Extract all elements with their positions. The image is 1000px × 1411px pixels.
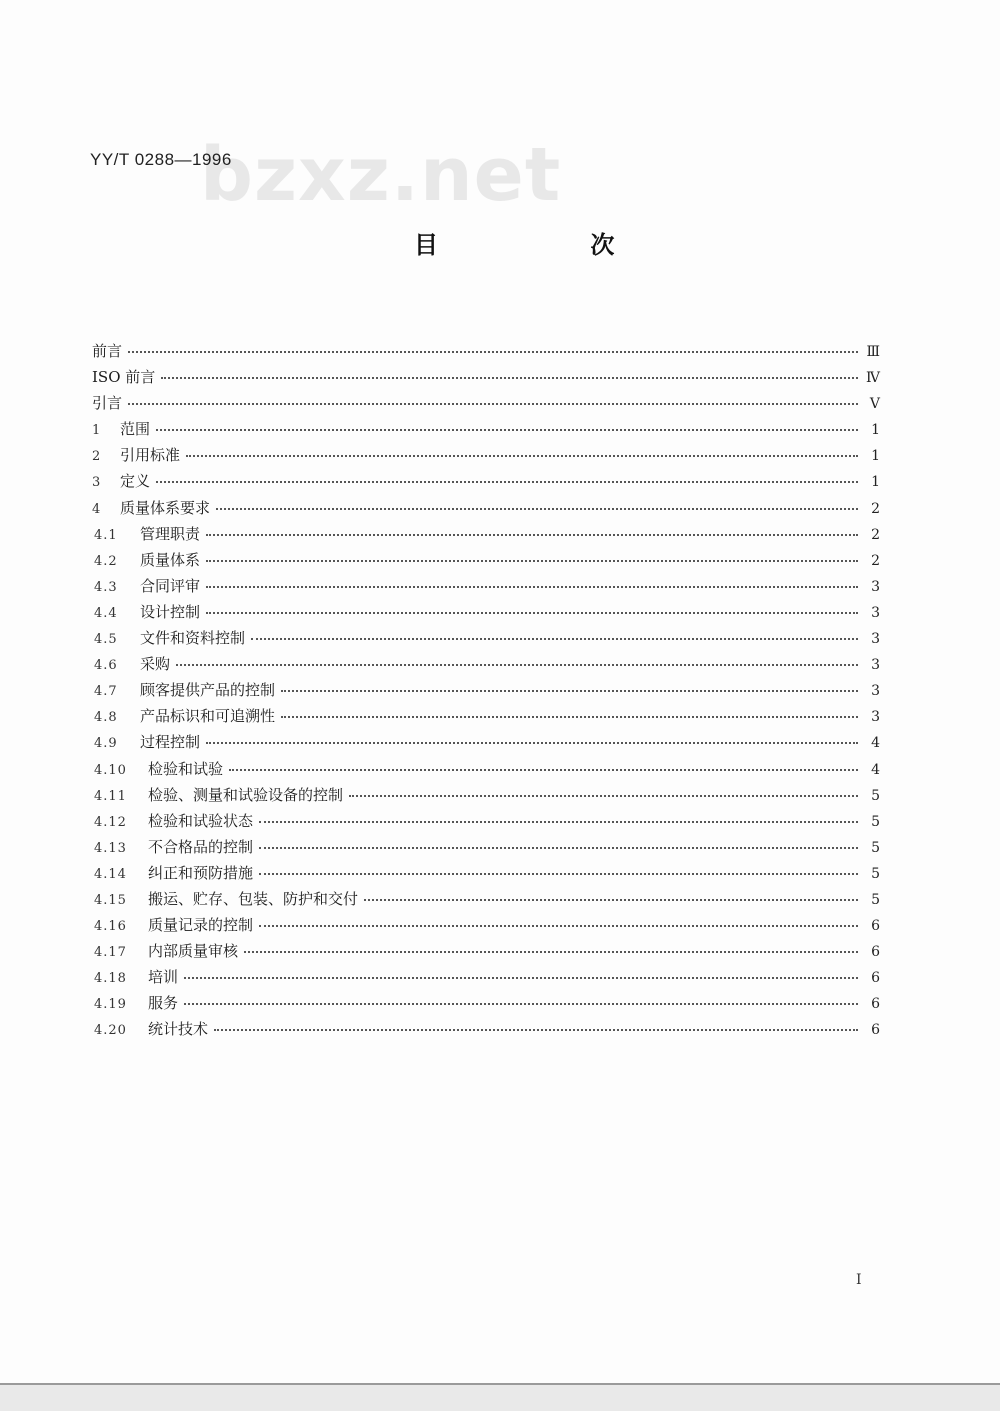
leader-dots (161, 376, 858, 379)
leader-dots (216, 507, 858, 510)
toc-entry-number: 4.19 (94, 997, 127, 1013)
toc-entry-label: 过程控制 (140, 733, 201, 752)
leader-dots (206, 559, 858, 562)
toc-entry-number: 4.12 (94, 814, 127, 830)
leader-dots (184, 976, 858, 979)
leader-dots (206, 533, 858, 536)
leader-dots (281, 689, 858, 692)
leader-dots (186, 454, 858, 457)
toc-entry-number: 4.4 (94, 605, 118, 621)
toc-entry-page: 2 (871, 552, 880, 569)
toc-entry-number: 4.14 (94, 866, 127, 882)
toc-entry-number: 4 (92, 501, 102, 517)
toc-entry-page: 5 (871, 865, 880, 882)
leader-dots (156, 480, 858, 483)
leader-dots (128, 350, 858, 353)
toc-entry-label: 培训 (148, 968, 179, 987)
toc-entry[interactable] (92, 731, 880, 757)
toc-entry-number: 4.2 (94, 553, 118, 569)
leader-dots (206, 741, 858, 744)
toc-entry[interactable] (92, 392, 880, 418)
toc-entry[interactable] (92, 627, 880, 653)
toc-entry-label: 服务 (148, 994, 179, 1013)
toc-entry-page: 1 (871, 448, 880, 465)
toc-entry-label: 顾客提供产品的控制 (140, 681, 276, 700)
leader-dots (206, 611, 858, 614)
toc-entry-page: 5 (871, 891, 880, 908)
toc-entry[interactable] (92, 966, 880, 992)
toc-entry[interactable] (92, 601, 880, 627)
toc-entry[interactable] (92, 340, 880, 366)
toc-entry[interactable] (92, 679, 880, 705)
toc-title: 目 次 (414, 231, 687, 259)
toc-entry-label: 范围 (120, 420, 151, 439)
toc-entry-page: 3 (871, 604, 880, 621)
toc-entry-page: 1 (871, 474, 880, 491)
toc-entry-label: 检验、测量和试验设备的控制 (148, 785, 344, 804)
toc-entry[interactable] (92, 888, 880, 914)
toc-entry[interactable] (92, 1018, 880, 1044)
toc-entry-label: 内部质量审核 (148, 942, 239, 961)
leader-dots (349, 794, 858, 797)
leader-dots (176, 663, 858, 666)
standard-code: YY/T 0288—1996 (90, 150, 232, 169)
toc-entry[interactable] (92, 418, 880, 444)
toc-entry-label: 检验和试验状态 (148, 811, 254, 830)
page-number: I (856, 1272, 862, 1288)
toc-entry-number: 4.7 (94, 684, 118, 700)
toc-entry-number: 2 (92, 449, 102, 465)
toc-entry-page: 1 (871, 422, 880, 439)
toc-entry[interactable] (92, 940, 880, 966)
toc-entry-page: 2 (871, 500, 880, 517)
toc-entry[interactable] (92, 810, 880, 836)
toc-entry-page: 5 (871, 787, 880, 804)
toc-entry-page: 6 (871, 918, 880, 935)
toc-entry-label: 质量记录的控制 (148, 916, 254, 935)
toc-entry-page: Ⅲ (866, 344, 880, 360)
toc-entry[interactable] (92, 992, 880, 1018)
toc-entry-label: 前言 (92, 342, 123, 360)
toc-entry[interactable] (92, 497, 880, 523)
toc-entry-label: 纠正和预防措施 (148, 863, 254, 882)
toc-entry[interactable] (92, 836, 880, 862)
leader-dots (128, 402, 858, 405)
leader-dots (206, 585, 858, 588)
leader-dots (259, 872, 858, 875)
toc-entry-page: 3 (871, 631, 880, 648)
toc-entry-number: 4.13 (94, 840, 127, 856)
toc-entry-page: 3 (871, 657, 880, 674)
toc-entry-label: 搬运、贮存、包装、防护和交付 (148, 889, 359, 908)
toc-entry[interactable] (92, 366, 880, 392)
toc-entry-page: 6 (871, 944, 880, 961)
toc-entry-page: 6 (871, 970, 880, 987)
toc-entry-page: 5 (871, 839, 880, 856)
toc-entry-number: 4.3 (94, 579, 118, 595)
toc-entry-page: 2 (871, 526, 880, 543)
leader-dots (259, 846, 858, 849)
toc-entry-number: 4.20 (94, 1023, 127, 1039)
toc-entry-label: 定义 (120, 472, 151, 491)
toc-entry-label: 质量体系 (140, 550, 201, 569)
toc-entry[interactable] (92, 758, 880, 784)
toc-entry-label: 不合格品的控制 (148, 837, 254, 856)
toc-entry[interactable] (92, 653, 880, 679)
toc-entry-number: 3 (92, 475, 102, 491)
toc-entry-number: 1 (92, 423, 102, 439)
toc-entry[interactable] (92, 705, 880, 731)
toc-entry-number: 4.11 (94, 788, 127, 804)
toc-entry-label: 合同评审 (140, 576, 201, 595)
toc-entry-label: 设计控制 (140, 602, 201, 621)
toc-entry-page: 6 (871, 996, 880, 1013)
leader-dots (259, 924, 858, 927)
toc-entry-label: ISO 前言 (92, 368, 156, 387)
leader-dots (259, 820, 858, 823)
toc-entry[interactable] (92, 784, 880, 810)
toc-entry-page: 4 (871, 735, 880, 752)
toc-entry-label: 统计技术 (148, 1020, 209, 1039)
toc-entry-number: 4.16 (94, 919, 127, 935)
toc-entry-number: 4.5 (94, 632, 118, 648)
toc-entry-label: 质量体系要求 (120, 498, 211, 517)
toc-entry-label: 文件和资料控制 (140, 629, 246, 648)
leader-dots (214, 1028, 858, 1031)
toc-entry[interactable] (92, 914, 880, 940)
toc-entry-number: 4.18 (94, 971, 127, 987)
watermark: bzxz.net (200, 132, 562, 218)
toc-entry-label: 检验和试验 (148, 759, 224, 778)
leader-dots (251, 637, 858, 640)
toc-entry-page: 5 (871, 813, 880, 830)
leader-dots (229, 768, 858, 771)
toc-entry-label: 产品标识和可追溯性 (140, 707, 276, 726)
toc-entry-page: 3 (871, 578, 880, 595)
toc-entry[interactable] (92, 862, 880, 888)
toc-entry-number: 4.17 (94, 945, 127, 961)
toc-entry-number: 4.8 (94, 710, 118, 726)
leader-dots (184, 1002, 858, 1005)
toc-entry-label: 引用标准 (120, 446, 181, 465)
toc-entry-page: Ⅴ (869, 396, 880, 413)
leader-dots (281, 715, 858, 718)
toc-entry-page: 6 (871, 1022, 880, 1039)
toc-entry-number: 4.9 (94, 736, 118, 752)
scanner-edge (0, 1383, 1000, 1411)
toc-entry[interactable] (92, 575, 880, 601)
table-of-contents (92, 340, 880, 1045)
toc-entry-number: 4.6 (94, 658, 118, 674)
toc-entry-label: 管理职责 (140, 524, 201, 543)
toc-entry-number: 4.1 (94, 527, 118, 543)
toc-entry-number: 4.15 (94, 892, 127, 908)
toc-entry[interactable] (92, 444, 880, 470)
toc-entry[interactable] (92, 470, 880, 496)
toc-entry-page: 4 (871, 761, 880, 778)
toc-entry-page: Ⅳ (866, 370, 880, 387)
toc-entry-label: 采购 (140, 655, 171, 674)
leader-dots (244, 950, 858, 953)
toc-entry[interactable] (92, 523, 880, 549)
toc-entry-page: 3 (871, 709, 880, 726)
toc-entry[interactable] (92, 549, 880, 575)
toc-entry-number: 4.10 (94, 762, 127, 778)
leader-dots (156, 428, 858, 431)
toc-entry-label: 引言 (92, 394, 123, 413)
toc-entry-page: 3 (871, 683, 880, 700)
leader-dots (364, 898, 858, 901)
